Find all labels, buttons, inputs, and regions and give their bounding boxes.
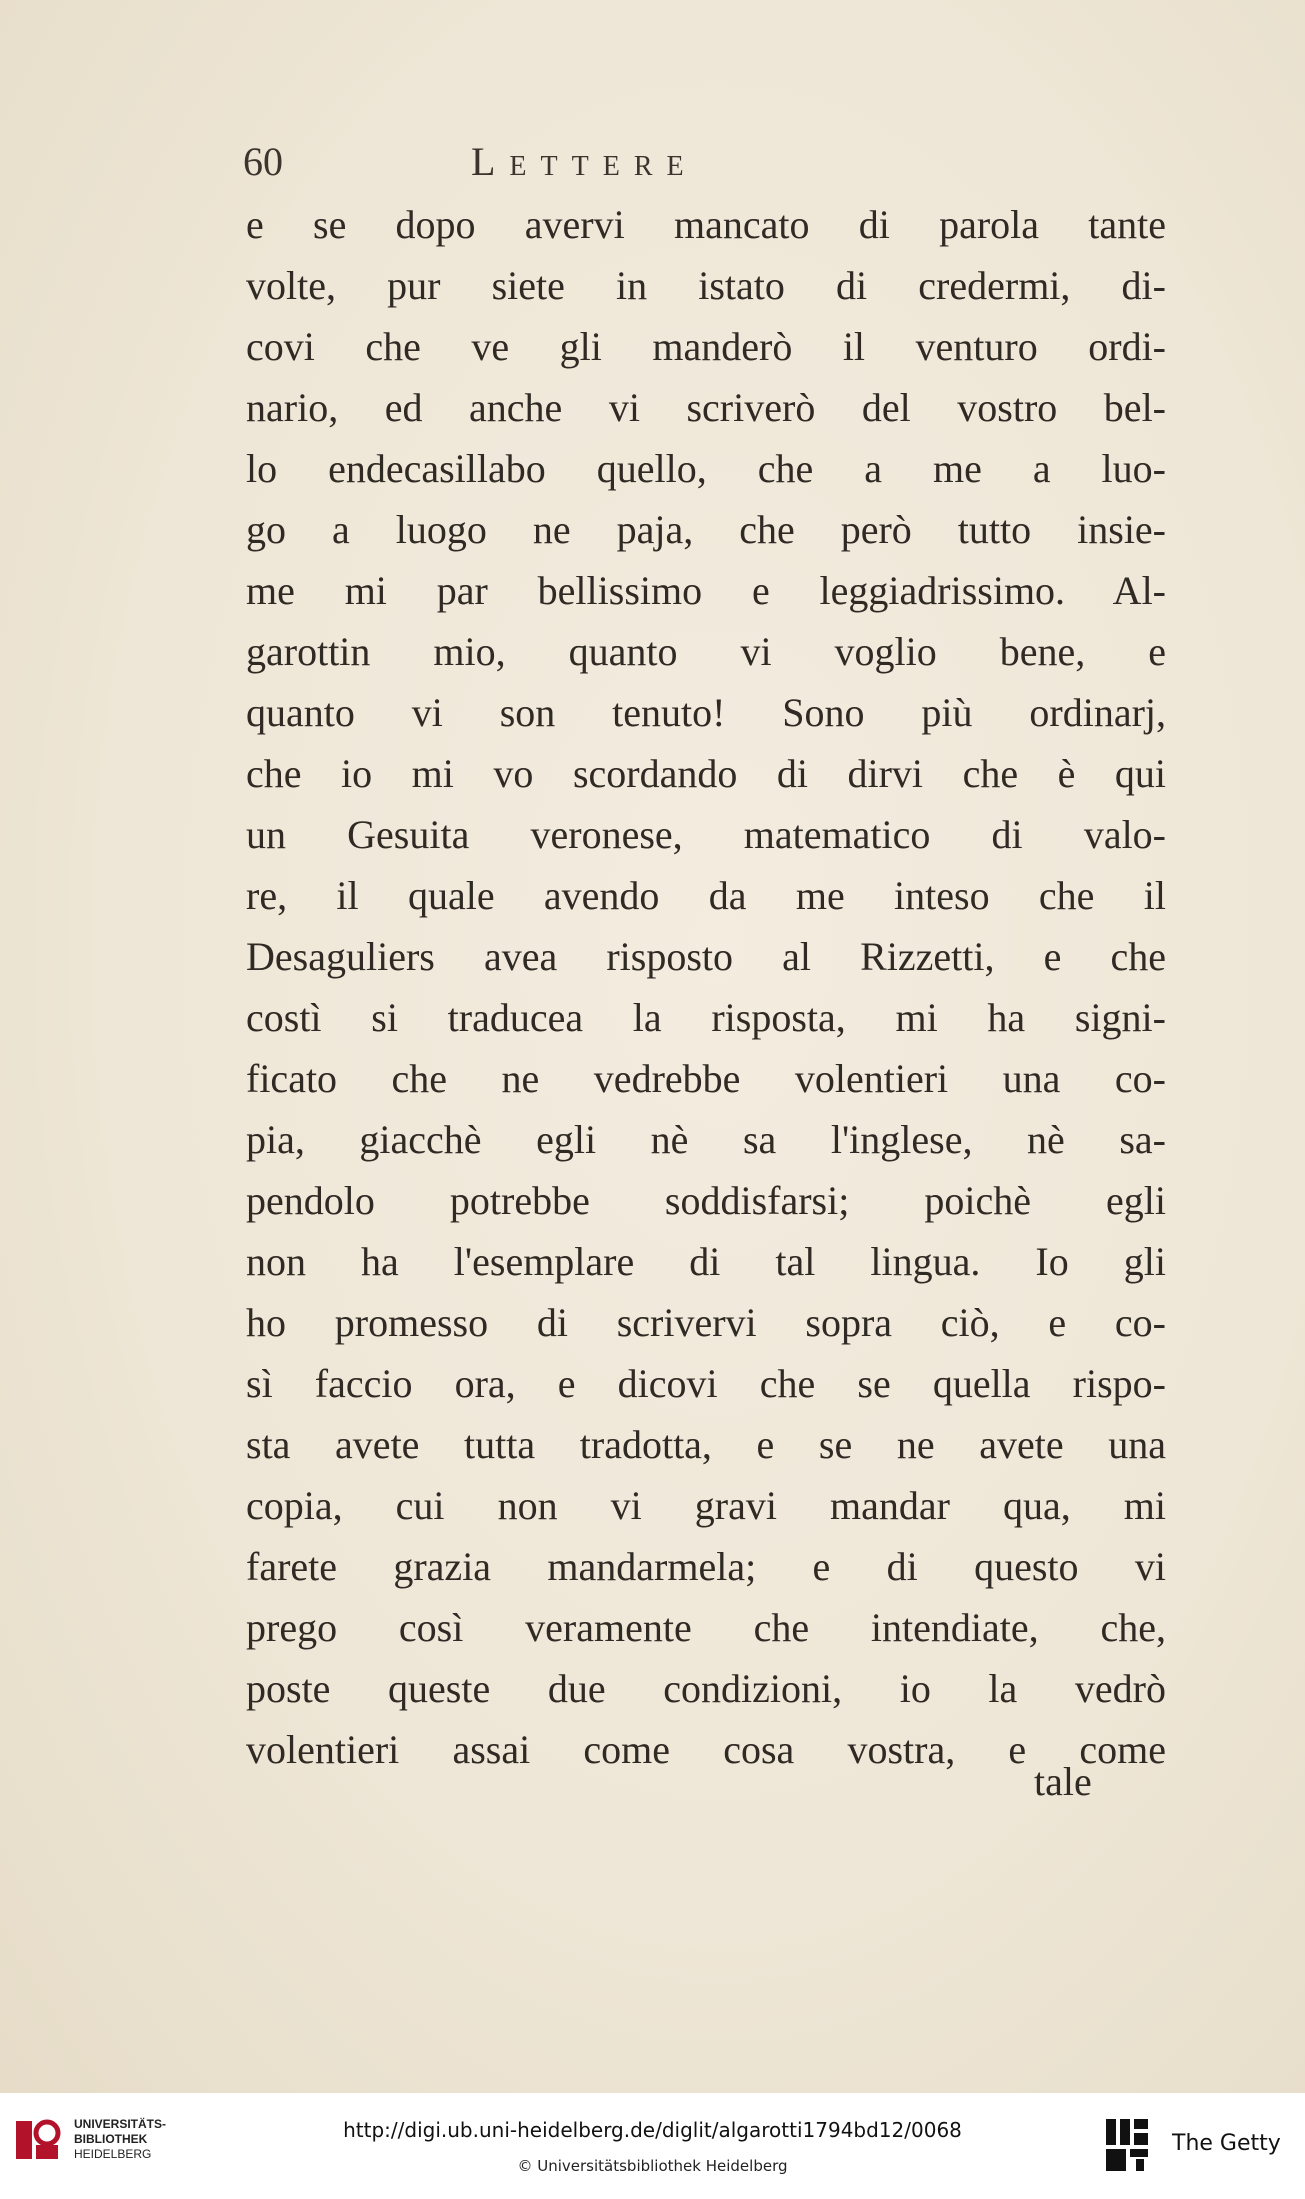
text-line: lo endecasillabo quello, che a me a luo- [246, 446, 1166, 491]
footer-bar [0, 2093, 1305, 2199]
text-line: sta avete tutta tradotta, e se ne avete una [246, 1422, 1166, 1467]
text-line: e se dopo avervi mancato di parola tante [246, 202, 1166, 247]
running-title: Lettere [471, 139, 698, 184]
catchword: tale [1034, 1759, 1092, 1804]
library-name-line: HEIDELBERG [74, 2147, 152, 2161]
library-name-line: UNIVERSITÄTS- [74, 2117, 167, 2131]
text-line: ho promesso di scrivervi sopra ciò, e co- [246, 1300, 1166, 1345]
text-line: un Gesuita veronese, matematico di valo- [246, 812, 1166, 857]
text-line: pendolo potrebbe soddisfarsi; poichè egli [246, 1178, 1166, 1223]
body-text [246, 194, 1166, 1780]
page-number: 60 [243, 139, 283, 184]
text-line: me mi par bellissimo e leggiadrissimo. Al- [246, 568, 1166, 613]
text-line: pia, giacchè egli nè sa l'inglese, nè sa- [246, 1117, 1166, 1162]
library-name-line: BIBLIOTHEK [74, 2132, 148, 2146]
copyright-notice: © Universitätsbibliothek Heidelberg [517, 2157, 788, 2175]
text-line: volte, pur siete in istato di credermi, di- [246, 263, 1166, 308]
text-line: non ha l'esemplare di tal lingua. Io gli [246, 1239, 1166, 1284]
text-line: volentieri assai come cosa vostra, e come [246, 1727, 1166, 1772]
text-line: copia, cui non vi gravi mandar qua, mi [246, 1483, 1166, 1528]
text-line: go a luogo ne paja, che però tutto insie- [246, 507, 1166, 552]
text-line: re, il quale avendo da me inteso che il [246, 873, 1166, 918]
text-line: sì faccio ora, e dicovi che se quella rispo- [246, 1361, 1166, 1406]
text-line: ficato che ne vedrebbe volentieri una co- [246, 1056, 1166, 1101]
permalink-url[interactable]: http://digi.ub.uni-heidelberg.de/diglit/algarotti1794bd12/0068 [343, 2118, 962, 2142]
page-header [243, 132, 1183, 192]
text-line: che io mi vo scordando di dirvi che è qui [246, 751, 1166, 796]
text-line: nario, ed anche vi scriverò del vostro bel- [246, 385, 1166, 430]
text-line: covi che ve gli manderò il venturo ordi- [246, 324, 1166, 369]
text-line: costì si traducea la risposta, mi ha signi- [246, 995, 1166, 1040]
text-line: prego così veramente che intendiate, che, [246, 1605, 1166, 1650]
getty-logo-icon [1102, 2115, 1152, 2175]
text-line: Desaguliers avea risposto al Rizzetti, e che [246, 934, 1166, 979]
text-line: poste queste due condizioni, io la vedrò [246, 1666, 1166, 1711]
getty-label: The Getty [1172, 2131, 1281, 2156]
text-line: farete grazia mandarmela; e di questo vi [246, 1544, 1166, 1589]
text-line: quanto vi son tenuto! Sono più ordinarj, [246, 690, 1166, 735]
text-line: garottin mio, quanto vi voglio bene, e [246, 629, 1166, 674]
